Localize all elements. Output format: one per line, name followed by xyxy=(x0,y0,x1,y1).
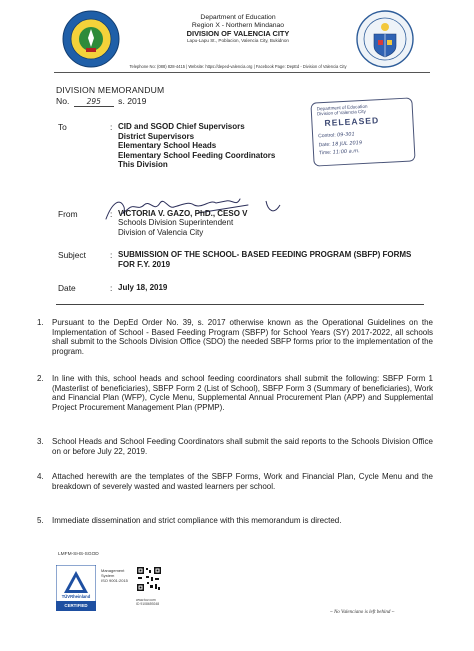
stamp-control-label: Control: xyxy=(318,132,336,140)
department-name: Department of Education xyxy=(200,14,276,21)
motto: ~ No Valenciano is left behind ~ xyxy=(330,610,395,615)
date-divider xyxy=(56,304,424,305)
qr-code xyxy=(136,566,162,592)
paragraph-text: School Heads and School Feeding Coordinators shall submit the said reports to the Schools Division Office on or before July 22, 2019. xyxy=(52,437,433,456)
memo-number: 295 xyxy=(74,97,114,107)
stamp-date-value: 18 JUL 2019 xyxy=(331,139,363,148)
deped-seal-left xyxy=(62,10,120,68)
from-colon: : xyxy=(110,209,113,219)
subject-colon: : xyxy=(110,250,113,260)
sender-title: Schools Division Superintendent xyxy=(118,218,234,228)
header-divider xyxy=(54,72,430,73)
region-name: Region X - Northern Mindanao xyxy=(191,22,285,29)
paragraph-number: 2. xyxy=(37,374,44,383)
contact-line: Telephone No: (088) 828-4415 | Website: https://deped-valencia.org | Facebook Page: DepEd - Division of Valencia City xyxy=(129,64,347,69)
date-colon: : xyxy=(110,283,113,293)
released-stamp xyxy=(310,97,415,166)
memo-date: July 18, 2019 xyxy=(118,283,168,292)
cert-line: System xyxy=(101,573,115,578)
cert-line: Management xyxy=(101,568,125,573)
paragraph xyxy=(37,437,433,456)
paragraph-text: Immediate dissemination and strict compliance with this memorandum is directed. xyxy=(52,516,342,525)
tuv-certified-label: CERTIFIED xyxy=(64,603,88,608)
letterhead xyxy=(150,14,326,44)
paragraph xyxy=(37,516,433,526)
to-colon: : xyxy=(110,122,113,132)
stamp-control-value: 09-301 xyxy=(336,131,355,139)
tuv-name: TÜVRheinland xyxy=(61,594,91,599)
recipient-item: This Division xyxy=(118,160,168,170)
paragraph-text: In line with this, school heads and school feeding coordinators shall submit the following: SBFP Form 1 (Masterlist of beneficiaries), SBFP Form 2 (List of School), SBFP Form 3 (Summary of beneficiaries), Work and Financial Plan (WFP), Cycle Menu, Supplemental Annual Procurement Plan (APP) and Supplemental Project Procurement Management Plan (PPMP). xyxy=(52,374,433,412)
memo-number-line xyxy=(56,96,146,107)
recipient-item: CID and SGOD Chief Supervisors xyxy=(118,122,245,131)
memo-no-label: No. xyxy=(56,96,70,106)
stamp-division: Division of Valencia City xyxy=(316,109,367,117)
stamp-time-value: 11:00 a.m. xyxy=(332,148,361,156)
paragraph xyxy=(37,472,433,491)
document-code: LMFM-SHS-SGOD xyxy=(58,552,99,557)
cert-details xyxy=(136,598,159,606)
sender-office: Division of Valencia City xyxy=(118,227,204,237)
stamp-dept: Department of Education xyxy=(316,103,368,112)
sender-block xyxy=(118,209,248,237)
paragraph-number: 1. xyxy=(37,318,44,327)
cert-line: ISO 9001:2015 xyxy=(101,578,128,583)
recipient-item: Elementary School Feeding Coordinators xyxy=(118,150,276,160)
stamp-released: RELEASED xyxy=(324,115,380,128)
cert-url: www.tuv.com xyxy=(136,598,156,602)
certification-text xyxy=(101,568,128,583)
sender-name: VICTORIA V. GAZO, PhD., CESO V xyxy=(118,209,248,218)
paragraph-text: Pursuant to the DepEd Order No. 39, s. 2017 otherwise known as the Operational Guidelines on the Implementation of School - Based Feeding Program (SBFP) for School Years (SY) 2017-2022, all schools shall submit to the Schools Division Office (SDO) the needed SBFP forms prior to the implementation of the program. xyxy=(52,318,433,356)
to-label: To xyxy=(58,122,67,132)
paragraph-number: 5. xyxy=(37,516,44,525)
from-label: From xyxy=(58,209,78,219)
deped-seal-right xyxy=(356,10,414,68)
paragraph-number: 3. xyxy=(37,437,44,446)
paragraph xyxy=(37,318,433,356)
stamp-time-label: Time: xyxy=(318,149,332,157)
paragraph-text: Attached herewith are the templates of the SBFP Forms, Work and Financial Plan, Cycle Menu and the breakdown of severely wasted and wasted learners per school. xyxy=(52,472,433,491)
tuv-certification-badge xyxy=(56,565,96,611)
stamp-date-label: Date: xyxy=(318,141,331,148)
division-address: Lapu-Lapu St., Poblacion, Valencia City, Bukidnon xyxy=(187,38,289,43)
memo-series: s. 2019 xyxy=(118,96,147,106)
date-label: Date xyxy=(58,283,76,293)
subject-label: Subject xyxy=(58,250,86,260)
division-name: DIVISION OF VALENCIA CITY xyxy=(186,29,290,38)
memo-title: DIVISION MEMORANDUM xyxy=(56,85,165,95)
subject-text: SUBMISSION OF THE SCHOOL- BASED FEEDING PROGRAM (SBFP) FORMS FOR F.Y. 2019 xyxy=(118,250,412,269)
recipient-item: Elementary School Heads xyxy=(118,141,217,151)
paragraph xyxy=(37,374,433,412)
recipient-item: District Supervisors xyxy=(118,131,195,141)
paragraph-number: 4. xyxy=(37,472,44,481)
recipient-list xyxy=(118,122,275,170)
cert-id: ID 9108659248 xyxy=(136,602,160,607)
